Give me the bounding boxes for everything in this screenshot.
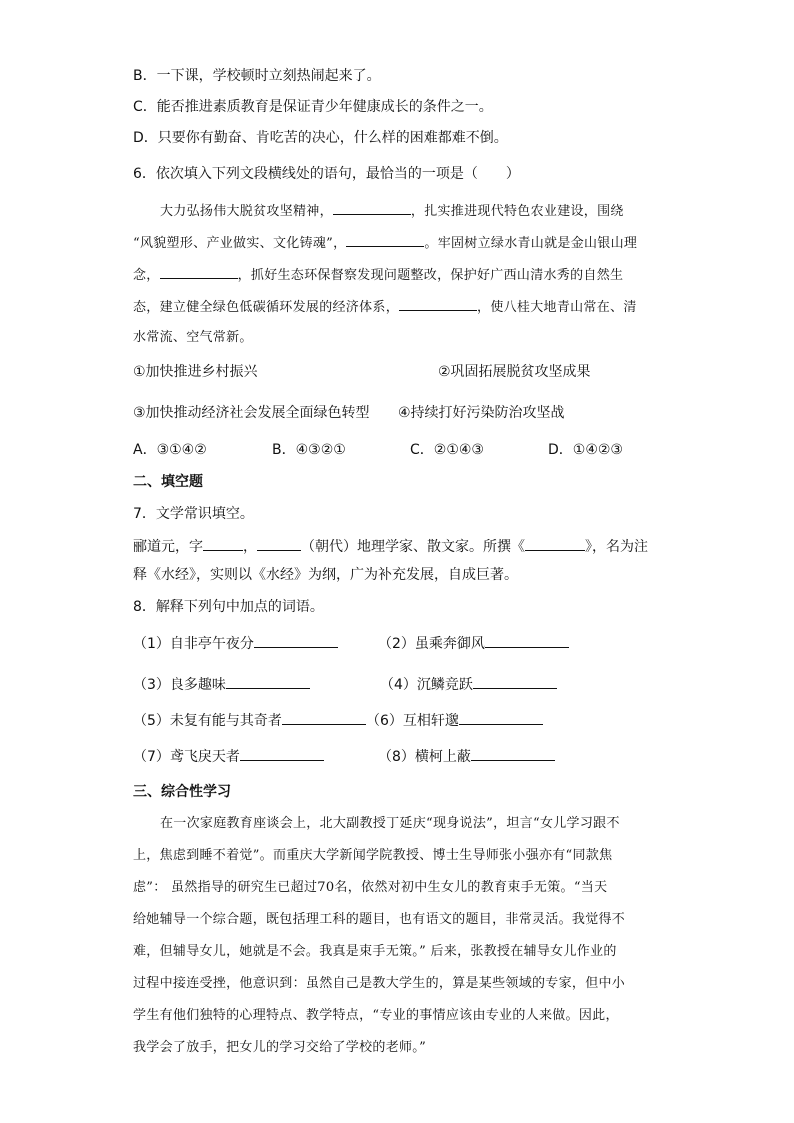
q6-passage-line-4 (133, 296, 637, 318)
q8-item-text: （8）横柯上蔽 (378, 749, 471, 765)
section-3-heading: 三、综合性学习 (133, 784, 231, 800)
section-2-heading: 二、填空题 (133, 474, 203, 490)
q8-item-8 (378, 746, 555, 767)
q6-passage-line-5: 水常流、空气常新。 (133, 330, 253, 345)
answer-blank (473, 674, 557, 689)
answer-blank (160, 264, 238, 279)
q6-choice-a: A．③①④② (133, 442, 207, 458)
q8-item-6 (366, 710, 543, 731)
q8-item-2 (378, 633, 569, 654)
passage-text: “风貌塑形、产业做实、文化铸魂”， (133, 236, 347, 251)
passage3-line-8: 我学会了放手，把女儿的学习交给了学校的老师。” (133, 1040, 427, 1055)
q8-item-5 (133, 710, 366, 731)
q8-stem: 8．解释下列句中加点的词语。 (133, 599, 324, 615)
q8-item-text: （2）虽乘奔御风 (378, 636, 485, 652)
q7-text: 》，名为注 (585, 539, 648, 555)
q7-text: （朝代）地理学家、散文家。所撰《 (301, 539, 525, 555)
passage-text: ，使八桂大地青山常在、清 (477, 300, 637, 315)
passage-text: 态，建立健全绿色低碳循环发展的经济体系， (133, 300, 400, 315)
passage-text: 。牢固树立绿水青山就是金山银山理 (424, 236, 638, 251)
answer-blank (459, 710, 543, 725)
answer-blank (240, 746, 324, 761)
passage3-line-2: 上，焦虑到睡不着觉”。而重庆大学新闻学院教授、博士生导师张小强亦有“同款焦 (133, 848, 613, 863)
passage3-line-6: 过程中接连受挫，他意识到：虽然自己是教大学生的，算是某些领域的专家，但中小 (133, 976, 626, 991)
q8-item-text: （4）沉鳞竞跃 (380, 677, 473, 693)
q6-choice-c: C．②①④③ (410, 442, 484, 458)
q6-choice-d: D．①④②③ (548, 442, 623, 458)
q8-item-text: （3）良多趣味 (133, 677, 226, 693)
passage-text: 大力弘扬伟大脱贫攻坚精神， (160, 204, 333, 219)
q7-line-1 (133, 536, 648, 557)
q8-item-text: （1）自非亭午夜分 (133, 636, 254, 652)
answer-blank (525, 536, 585, 551)
answer-blank (203, 536, 243, 551)
answer-blank (399, 296, 477, 311)
q8-item-text: （5）未复有能与其奇者 (133, 713, 282, 729)
answer-blank (485, 633, 569, 648)
passage3-line-1: 在一次家庭教育座谈会上，北大副教授丁延庆“现身说法”，坦言“女儿学习跟不 (160, 816, 620, 831)
q5-option-c: C．能否推进素质教育是保证青少年健康成长的条件之一。 (133, 99, 493, 115)
answer-blank (226, 674, 310, 689)
q6-passage-line-1 (160, 200, 624, 222)
q6-choice-b: B．④③②① (272, 442, 346, 458)
q8-item-1 (133, 633, 338, 654)
q6-item-3: ③加快推动经济社会发展全面绿色转型 (133, 405, 370, 421)
q6-passage-line-3 (133, 264, 623, 286)
q7-text: 郦道元，字 (133, 539, 203, 555)
answer-blank (471, 746, 555, 761)
q8-item-text: （7）鸢飞戾天者 (133, 749, 240, 765)
q7-text: ， (243, 539, 257, 555)
q6-item-4: ④持续打好污染防治攻坚战 (398, 405, 565, 421)
q6-item-2: ②巩固拓展脱贫攻坚成果 (438, 364, 591, 380)
passage3-line-3: 虑”： 虽然指导的研究生已超过70名，依然对初中生女儿的教育束手无策。“当天 (133, 880, 608, 895)
answer-blank (257, 536, 301, 551)
q8-item-3 (133, 674, 310, 695)
q6-passage-line-2 (133, 232, 637, 254)
passage3-line-4: 给她辅导一个综合题，既包括理工科的题目，也有语文的题目，非常灵活。我觉得不 (133, 912, 626, 927)
q6-item-1: ①加快推进乡村振兴 (133, 364, 258, 380)
q5-option-d: D．只要你有勤奋、肯吃苦的决心，什么样的困难都难不倒。 (133, 130, 508, 146)
answer-blank (282, 710, 366, 725)
passage-text: ，抓好生态环保督察发现问题整改，保护好广西山清水秀的自然生 (237, 268, 624, 283)
answer-blank (346, 232, 424, 247)
passage3-line-5: 难，但辅导女儿，她就是不会。我真是束手无策。” 后来，张教授在辅导女儿作业的 (133, 944, 617, 959)
q6-stem: 6．依次填入下列文段横线处的语句，最恰当的一项是（ ） (133, 166, 520, 182)
q8-item-7 (133, 746, 324, 767)
passage-text: 念， (133, 268, 160, 283)
q7-stem: 7．文学常识填空。 (133, 506, 254, 522)
q8-item-4 (380, 674, 557, 695)
answer-blank (333, 200, 411, 215)
q5-option-b: B．一下课，学校顿时立刻热闹起来了。 (133, 68, 381, 84)
q8-item-text: （6）互相轩邈 (366, 713, 459, 729)
answer-blank (254, 633, 338, 648)
passage-text: ，扎实推进现代特色农业建设，围绕 (410, 204, 624, 219)
q7-line-2: 释《水经》，实则以《水经》为纲，广为补充发展，自成巨著。 (133, 567, 518, 583)
passage3-line-7: 学生有他们独特的心理特点、教学特点，“专业的事情应该由专业的人来做。因此， (133, 1008, 619, 1023)
